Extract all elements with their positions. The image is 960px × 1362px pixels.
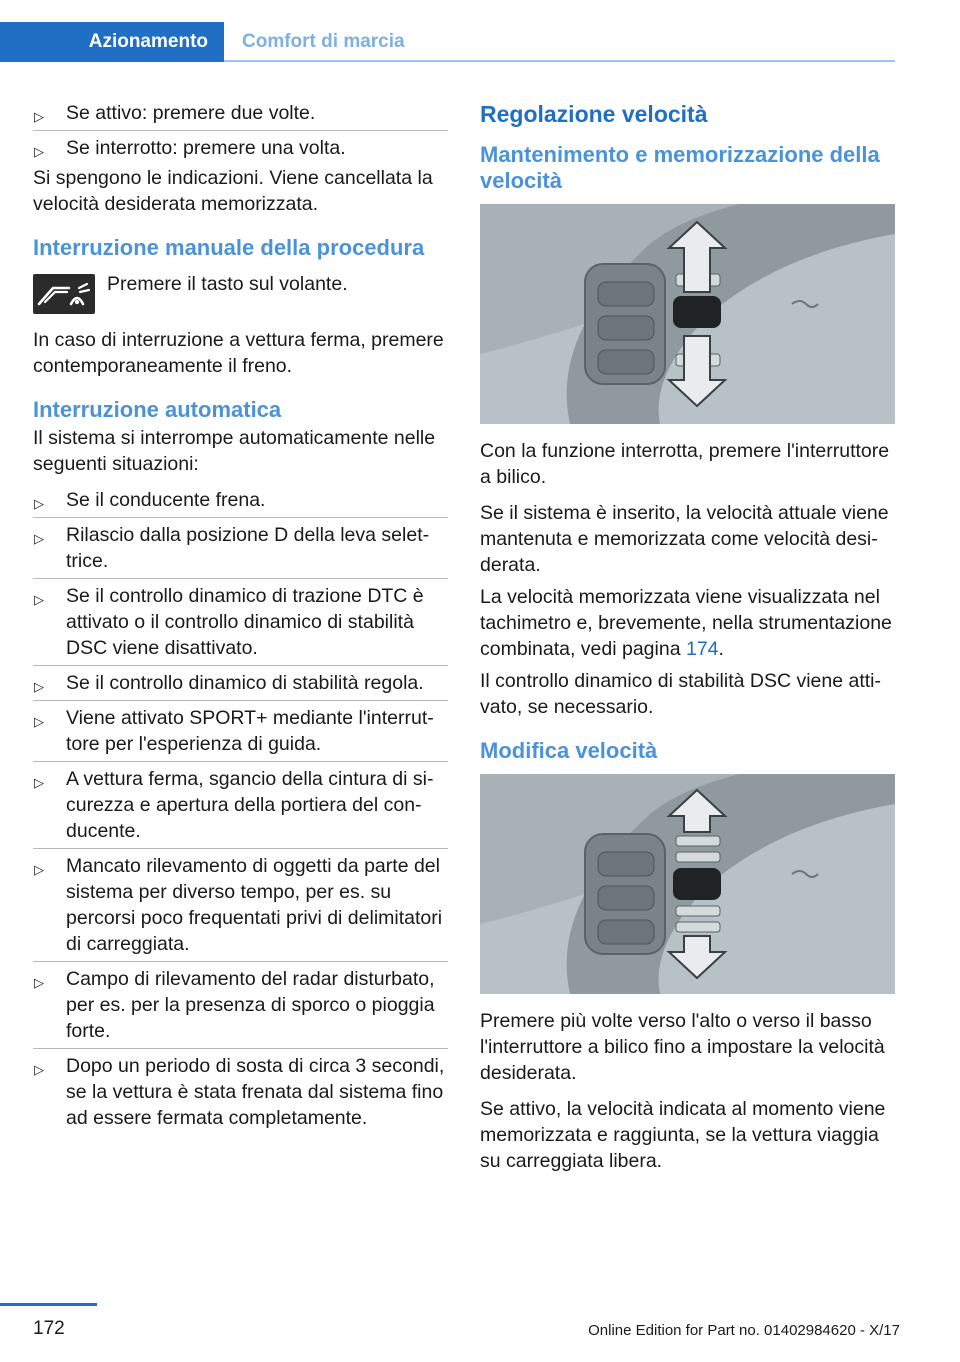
paragraph: Premere più volte verso l'alto o verso il basso l'interruttore a bilico fino a impostare la velocità desiderata. — [480, 1010, 885, 1084]
page-header — [0, 22, 895, 62]
top-bullet-list — [33, 100, 448, 161]
auto-bullet-list — [33, 487, 448, 1131]
cruise-control-button-icon — [33, 274, 95, 314]
triangle-bullet-icon: ▷ — [34, 775, 44, 790]
paragraph: Si spengono le indicazioni. Viene cancellata la velocità desiderata memorizzata. — [33, 167, 433, 215]
list-item: ▷ Dopo un periodo di sosta di circa 3 secondi, se la vettura è stata frenata dal sistema fino ad essere fermata completamente. — [33, 1048, 448, 1131]
triangle-bullet-icon: ▷ — [34, 496, 44, 511]
list-item: ▷ Campo di rilevamento del radar disturbato, per es. per la presenza di sporco o pioggia forte. — [33, 961, 448, 1044]
heading-manual-interruption: Interruzione manuale della procedura — [33, 235, 425, 260]
manual-interruption-text: Premere il tasto sul volante. — [107, 273, 348, 295]
triangle-bullet-icon: ▷ — [34, 862, 44, 877]
triangle-bullet-icon: ▷ — [34, 109, 44, 124]
list-item: ▷ Se attivo: premere due volte. — [33, 100, 448, 126]
list-item: ▷ Rilascio dalla posizione D della leva selettrice. — [33, 517, 448, 574]
steering-wheel-rocker-switch-figure-2 — [480, 774, 895, 994]
triangle-bullet-icon: ▷ — [34, 144, 44, 159]
steering-wheel-rocker-switch-figure — [480, 204, 895, 424]
paragraph: Se attivo, la velocità indicata al momento viene memorizzata e raggiunta, se la vettura viaggia su carreggiata libera. — [480, 1098, 886, 1172]
tab-azionamento[interactable]: Azionamento — [0, 22, 224, 62]
list-item: ▷ Se il conducente frena. — [33, 487, 448, 513]
edition-note: Online Edition for Part no. 01402984620 - X/17 — [588, 1322, 900, 1339]
triangle-bullet-icon: ▷ — [34, 1062, 44, 1077]
paragraph: In caso di interruzione a vettura ferma, premere contemporaneamente il freno. — [33, 329, 444, 377]
list-item: ▷ Se interrotto: premere una volta. — [33, 130, 448, 161]
paragraph: Il controllo dinamico di stabilità DSC viene attivato, se necessario. — [480, 670, 882, 718]
left-column — [33, 100, 448, 1135]
heading-speed-regulation: Regolazione velocità — [480, 101, 708, 127]
list-item: ▷ A vettura ferma, sgancio della cintura di sicurezza e apertura della portiera del conducente. — [33, 761, 448, 844]
triangle-bullet-icon: ▷ — [34, 531, 44, 546]
triangle-bullet-icon: ▷ — [34, 592, 44, 607]
tab-comfort-di-marcia[interactable]: Comfort di marcia — [242, 31, 405, 52]
triangle-bullet-icon: ▷ — [34, 975, 44, 990]
manual-interruption-row — [33, 271, 448, 315]
right-column — [480, 100, 895, 1184]
paragraph: La velocità memorizzata viene visualizzata nel tachimetro e, brevemente, nella strumentazione combinata, vedi pagina 174. — [480, 586, 892, 660]
footer-divider — [0, 1303, 97, 1306]
page-link-174[interactable]: 174 — [685, 638, 719, 660]
list-item: ▷ Viene attivato SPORT+ mediante l'interruttore per l'esperienza di guida. — [33, 700, 448, 757]
list-item: ▷ Mancato rilevamento di oggetti da parte del sistema per diverso tempo, per es. su percorsi poco frequentati privi di delimitatori di carreggiata. — [33, 848, 448, 957]
list-item: ▷ Se il controllo dinamico di stabilità regola. — [33, 665, 448, 696]
paragraph: Con la funzione interrotta, premere l'interruttore a bilico. — [480, 440, 890, 488]
paragraph: Se il sistema è inserito, la velocità attuale viene mantenuta e memorizzata come velocità desiderata. — [480, 502, 889, 576]
heading-keep-speed: Mantenimento e memorizzazione della velocità — [480, 142, 880, 193]
paragraph: Il sistema si interrompe automaticamente nelle seguenti situazioni: — [33, 427, 436, 475]
heading-change-speed: Modifica velocità — [480, 738, 658, 763]
list-item: ▷ Se il controllo dinamico di trazione DTC è attivato o il controllo dinamico di stabilità DSC viene disattivato. — [33, 578, 448, 661]
heading-automatic-interruption: Interruzione automatica — [33, 397, 282, 422]
header-divider — [224, 60, 895, 62]
triangle-bullet-icon: ▷ — [34, 679, 44, 694]
page-number: 172 — [33, 1318, 65, 1339]
triangle-bullet-icon: ▷ — [34, 714, 44, 729]
